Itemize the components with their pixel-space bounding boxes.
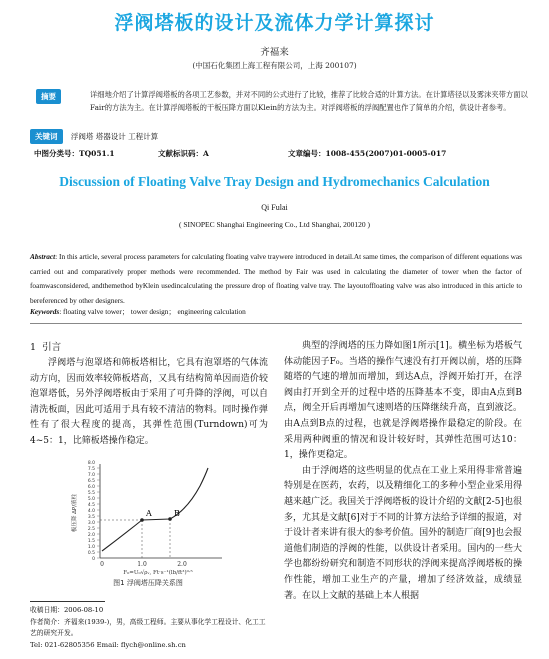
y-tick: 0 bbox=[92, 557, 95, 562]
y-tick: 8.0 bbox=[87, 461, 95, 466]
footnote-rule bbox=[30, 601, 105, 602]
section-heading bbox=[30, 339, 61, 353]
english-abstract-label: Abstract bbox=[30, 252, 56, 261]
y-tick: 5.5 bbox=[87, 491, 95, 496]
clc-number: 中图分类号：TQ051.1 bbox=[34, 149, 115, 158]
english-keywords bbox=[30, 307, 522, 317]
body-paragraph: 典型的浮阀塔的压力降如图1所示[1]。横坐标为塔板气体动能因子F₀。当塔的操作气速没有打开阀以前，塔的压降随塔的气速的增加而增加，到达A点，浮阀开始打开，在浮阀由打开到全开的过程中塔的压降基本不变，即由A点到B点，阀全开后再增加气速则塔的压降继续升高，直到液泛。由A点到B点的过程，也就是浮阀塔操作最稳定的阶段。在采用两种阀重的情况和设计较好时，其弹性范围可达10：1，操作更稳定。 bbox=[284, 341, 522, 461]
keywords-tag: 关键词 bbox=[30, 129, 63, 144]
figure-caption: 图1 浮阀塔压降关系图 bbox=[113, 579, 183, 587]
english-keywords-text: : floating valve tower； tower design； engineering calculation bbox=[59, 307, 246, 316]
figure-1 bbox=[62, 458, 234, 588]
affiliation: (中国石化集团上海工程有限公司，上海 200107) bbox=[192, 61, 357, 70]
english-keywords-label: Keywords bbox=[30, 307, 60, 316]
y-tick: 6.5 bbox=[87, 479, 95, 484]
left-column bbox=[30, 356, 268, 450]
keywords-row bbox=[30, 129, 528, 144]
y-tick: 1.5 bbox=[87, 539, 95, 544]
y-tick: 2.0 bbox=[87, 533, 95, 538]
y-tick: 4.0 bbox=[87, 509, 95, 514]
x-tick: 0 bbox=[100, 561, 104, 568]
english-abstract-text: : In this article, several process parameters for calculating floating valve traywere introduced in detail.At same times, the comparison of different equations was carried out and comparatively proper methods were recommended. The method by Fair was used in calculating the diameter of tower when the factor of foamwasconsidered, andthemethod byKlein usedincalculating the pressure drop of floating valve tray. The layoutoffloating valve was also introduced in this article to bereferenced by other designers. bbox=[30, 252, 522, 305]
section-number: 1 bbox=[30, 342, 37, 353]
contact-info: Tel: 021-62805356 Email: flych@online.sh.cn bbox=[30, 640, 186, 649]
y-tick: 1.0 bbox=[87, 545, 95, 550]
abstract-tag: 摘要 bbox=[36, 89, 61, 104]
english-abstract bbox=[30, 250, 522, 308]
abstract-text: 详细地介绍了计算浮阀塔板的各项工艺参数，并对不同的公式进行了比较，推荐了比较合适的计算方法。在计算塔径以及雾沫夹带方面以Fair的方法为主。在计算浮阀塔板的干板压降方面以Klein的方法为主。对浮阀塔板的浮阀配置也作了简单的介绍，供设计者参考。 bbox=[90, 90, 528, 112]
right-column bbox=[284, 339, 522, 604]
chinese-title: 浮阀塔板的设计及流体力学计算探讨 bbox=[114, 12, 435, 34]
y-tick: 3.5 bbox=[87, 515, 95, 520]
footnote bbox=[30, 605, 270, 651]
y-tick: 2.5 bbox=[87, 527, 95, 532]
y-tick: 6.0 bbox=[87, 485, 95, 490]
received-date: 收稿日期：2006-08-10 bbox=[30, 606, 104, 614]
article-number: 文章编号：1008-455(2007)01-0005-017 bbox=[288, 149, 447, 158]
divider bbox=[30, 323, 522, 324]
y-tick: 7.5 bbox=[87, 467, 95, 472]
point-b-label: B bbox=[174, 509, 180, 518]
x-tick: 1.0 bbox=[137, 561, 147, 568]
x-axis-label: F₀=U₀√ρᵥ, Ft·s⁻¹(lb/ft³)⁰·⁵ bbox=[123, 570, 193, 576]
author-name: 齐福来 bbox=[260, 47, 289, 58]
y-tick: 4.5 bbox=[87, 503, 95, 508]
y-tick: 7.0 bbox=[87, 473, 95, 478]
x-tick: 2.0 bbox=[177, 561, 187, 568]
pressure-drop-curve bbox=[102, 468, 208, 551]
english-affiliation: ( SINOPEC Shanghai Engineering Co., Ltd Shanghai, 200120 ) bbox=[178, 220, 371, 229]
y-tick: 0.5 bbox=[87, 551, 95, 556]
author-info: 作者简介：齐福来(1939-)，男，高级工程师。主要从事化学工程设计、化工工艺的研究开发。 bbox=[30, 617, 266, 637]
y-tick: 5.0 bbox=[87, 497, 95, 502]
pressure-drop-figure bbox=[62, 458, 234, 588]
english-author: Qi Fulai bbox=[261, 203, 288, 212]
document-code: 文献标识码：A bbox=[158, 149, 209, 158]
intro-paragraph: 浮阀塔与泡罩塔和筛板塔相比，它具有泡罩塔的气体流动方向，因而效率较筛板塔高，又具有结构简单因而造价较泡罩塔低，另外浮阀塔板由于采用了可升降的浮阀，可以自清洗板面，因此可适用于具有较不清洁的物料。同时操作弹性有了很大程度的提高，其弹性范围(Turndown)可为4~5：1，比筛板塔操作稳定。 bbox=[30, 358, 268, 446]
y-tick: 3.0 bbox=[87, 521, 95, 526]
point-a-label: A bbox=[146, 509, 152, 518]
keywords-text: 浮阀塔 塔器设计 工程计算 bbox=[70, 132, 159, 141]
section-title: 引言 bbox=[42, 342, 62, 353]
body-paragraph: 由于浮阀塔的这些明显的优点在工业上采用得非常普遍特别是在医药，农药，以及精细化工的多种小型企业采用得越来越广泛。我国关于浮阀塔板的设计介绍的文献[2-5]也很多，尤其是文献[6]对于不同的计算方法给予详细的报道，对于设计者来讲有很大的参考价值。国外的制造厂商[9]也会报道他们制造的浮阀的性能，以供设计者采用。国内的一些大学也都纷纷研究和制造不同形状的浮阀来提高浮阀塔板的操作性能，增加工业生产的产量，增加了经济效益，成绩显著。在以上文献的基础上本人根据 bbox=[284, 465, 522, 601]
y-axis-label: 板压降 ΔP/液柱 bbox=[72, 493, 78, 533]
english-title: Discussion of Floating Valve Tray Design and Hydromechanics Calculation bbox=[59, 174, 490, 189]
